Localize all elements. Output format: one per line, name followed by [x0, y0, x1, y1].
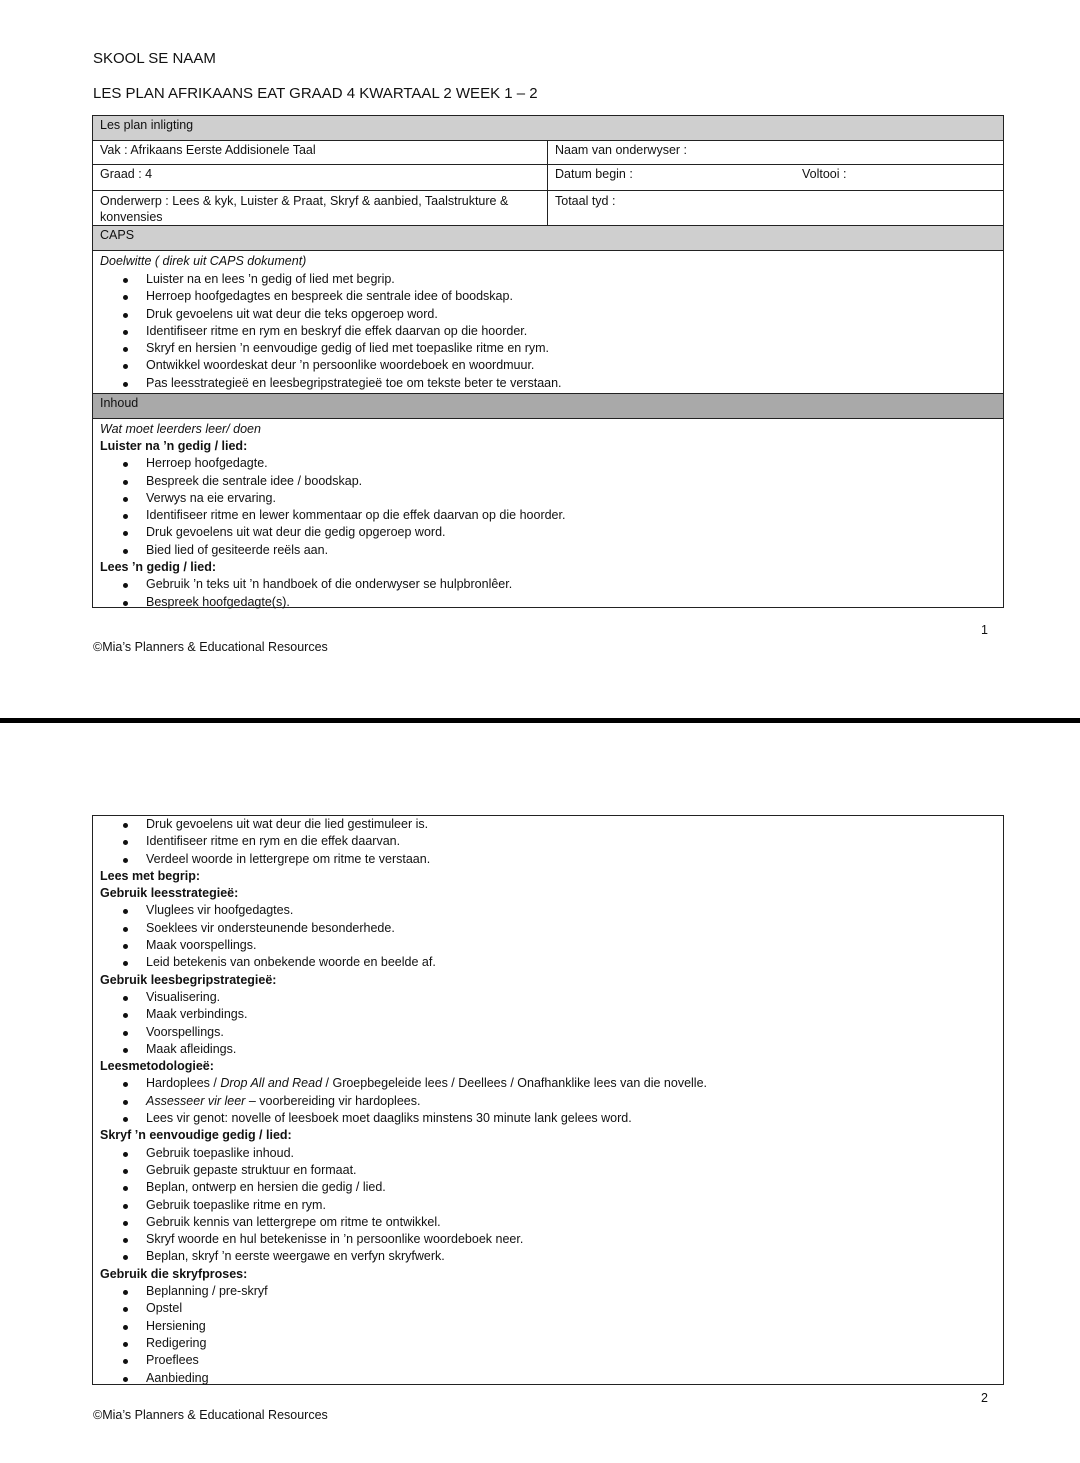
content-section [93, 419, 1003, 607]
write-item: Gebruik gepaste struktuur en formaat. [100, 1162, 996, 1179]
strategy-item: Maak voorspellings. [100, 937, 996, 954]
lesson-plan-title: LES PLAN AFRIKAANS EAT GRAAD 4 KWARTAAL 2 WEEK 1 – 2 [93, 85, 538, 102]
read-title: Lees ’n gedig / lied: [100, 560, 216, 575]
listen-item: Herroep hoofgedagte. [100, 455, 996, 472]
page-number-2: 2 [981, 1391, 988, 1405]
topic-line-2: konvensies [100, 210, 163, 224]
caps-header: CAPS [100, 228, 135, 242]
objectives-block [93, 251, 1003, 394]
subject-row [93, 141, 1003, 165]
comprehension-title: Lees met begrip: [100, 868, 201, 883]
write-title: Skryf ’n eenvoudige gedig / lied: [100, 1128, 292, 1143]
write-item: Gebruik kennis van lettergrepe om ritme te ontwikkel. [100, 1214, 996, 1231]
content-block [93, 419, 1003, 613]
grade-cell: Graad : 4 [93, 165, 548, 190]
objective-item: Herroep hoofgedagtes en bespreek die sentrale idee of boodskap. [100, 288, 996, 305]
listen-item: Verwys na eie ervaring. [100, 490, 996, 507]
info-header: Les plan inligting [100, 118, 194, 132]
page-number-1: 1 [981, 623, 988, 637]
objective-item: Ontwikkel woordeskat deur ’n persoonlike woordeboek en woordmuur. [100, 357, 996, 374]
read-item: Identifiseer ritme en rym en die effek daarvan. [100, 833, 996, 850]
date-cell [548, 165, 1003, 190]
process-item: Beplanning / pre-skryf [100, 1283, 996, 1300]
listen-item: Bespreek die sentrale idee / boodskap. [100, 473, 996, 490]
read-item: Verdeel woorde in lettergrepe om ritme te verstaan. [100, 851, 996, 868]
methodology-text: / Groepbegeleide lees / Deellees / Onafhanklike lees van die novelle. [322, 1076, 708, 1091]
methodologies-title: Leesmetodologieë: [100, 1059, 214, 1074]
write-item: Beplan, skryf ’n eerste weergawe en verfyn skryfwerk. [100, 1248, 996, 1265]
footer-copyright-1: ©Mia’s Planners & Educational Resources [93, 640, 328, 654]
objective-item: Identifiseer ritme en rym en beskryf die effek daarvan op die hoorder. [100, 323, 996, 340]
completed-label: Voltooi : [802, 167, 847, 181]
topic-line-1: Onderwerp : Lees & kyk, Luister & Praat, Skryf & aanbied, Taalstrukture & [100, 194, 509, 208]
objective-item: Skryf en hersien ’n eenvoudige gedig of lied met toepaslike ritme en rym. [100, 340, 996, 357]
process-item: Proeflees [100, 1352, 996, 1369]
methodology-item: Lees vir genot: novelle of leesboek moet daagliks minstens 30 minute lank gelees word. [100, 1110, 996, 1127]
grade-row [93, 165, 1003, 191]
write-item: Beplan, ontwerp en hersien die gedig / lied. [100, 1179, 996, 1196]
methodology-item [100, 1093, 996, 1110]
write-item: Gebruik toepaslike inhoud. [100, 1145, 996, 1162]
write-item: Gebruik toepaslike ritme en rym. [100, 1197, 996, 1214]
caps-header-row [93, 226, 1003, 251]
objectives-title: Doelwitte ( direk uit CAPS dokument) [100, 254, 307, 268]
strategy-item: Vluglees vir hoofgedagtes. [100, 902, 996, 919]
methodology-text: Hardoplees / [146, 1076, 221, 1091]
listen-item: Druk gevoelens uit wat deur die gedig opgeroep word. [100, 524, 996, 541]
process-item: Opstel [100, 1300, 996, 1317]
content-header-row [93, 394, 1003, 419]
objective-item: Druk gevoelens uit wat deur die teks opgeroep word. [100, 306, 996, 323]
process-item: Aanbieding [100, 1370, 996, 1387]
subject-cell: Vak : Afrikaans Eerste Addisionele Taal [93, 141, 548, 164]
lesson-content-table-continued [92, 815, 1004, 1385]
process-item: Redigering [100, 1335, 996, 1352]
info-header-row [93, 116, 1003, 141]
listen-item: Bied lied of gesiteerde reëls aan. [100, 542, 996, 559]
comprehension-item: Maak verbindings. [100, 1006, 996, 1023]
methodology-text: – voorbereiding vir hardoplees. [245, 1093, 421, 1108]
objectives-section [93, 251, 1003, 394]
content-title: Wat moet leerders leer/ doen [100, 422, 261, 436]
methodology-italic-text: Drop All and Read [220, 1076, 323, 1091]
listen-title: Luister na ’n gedig / lied: [100, 439, 248, 453]
comprehension-item: Visualisering. [100, 989, 996, 1006]
school-name: SKOOL SE NAAM [93, 50, 216, 67]
content-continued-block [93, 816, 1003, 1389]
total-time-cell: Totaal tyd : [555, 194, 616, 208]
topic-row [93, 191, 1003, 226]
write-item: Skryf woorde en hul betekenisse in ’n persoonlike woordeboek neer. [100, 1231, 996, 1248]
strategy-item: Soeklees vir ondersteunende besonderhede. [100, 920, 996, 937]
process-item: Hersiening [100, 1318, 996, 1335]
reading-strategies-title: Gebruik leesstrategieë: [100, 886, 239, 901]
methodology-item [100, 1075, 996, 1092]
read-item: Gebruik ’n teks uit ’n handboek of die onderwyser se hulpbronlêer. [100, 576, 996, 593]
content-header: Inhoud [100, 396, 139, 410]
read-item: Druk gevoelens uit wat deur die lied gestimuleer is. [100, 816, 996, 833]
comprehension-item: Maak afleidings. [100, 1041, 996, 1058]
comprehension-item: Voorspellings. [100, 1024, 996, 1041]
objective-item: Pas leesstrategieë en leesbegripstrategieë toe om tekste beter te verstaan. [100, 375, 996, 392]
topic-cell [93, 191, 548, 225]
methodology-italic-text: Assesseer vir leer [146, 1093, 246, 1108]
objective-item: Luister na en lees ’n gedig of lied met begrip. [100, 271, 996, 288]
comprehension-strategies-title: Gebruik leesbegripstrategieë: [100, 972, 277, 987]
read-item: Bespreek hoofgedagte(s). [100, 594, 996, 611]
footer-copyright-2: ©Mia’s Planners & Educational Resources [93, 1408, 328, 1422]
listen-item: Identifiseer ritme en lewer kommentaar op die effek daarvan op die hoorder. [100, 507, 996, 524]
strategy-item: Leid betekenis van onbekende woorde en beelde af. [100, 954, 996, 971]
page-divider [0, 718, 1080, 723]
lesson-info-table [92, 115, 1004, 608]
writing-process-title: Gebruik die skryfproses: [100, 1266, 248, 1281]
date-start-label: Datum begin : [555, 167, 633, 181]
teacher-name-cell: Naam van onderwyser : [555, 143, 688, 157]
